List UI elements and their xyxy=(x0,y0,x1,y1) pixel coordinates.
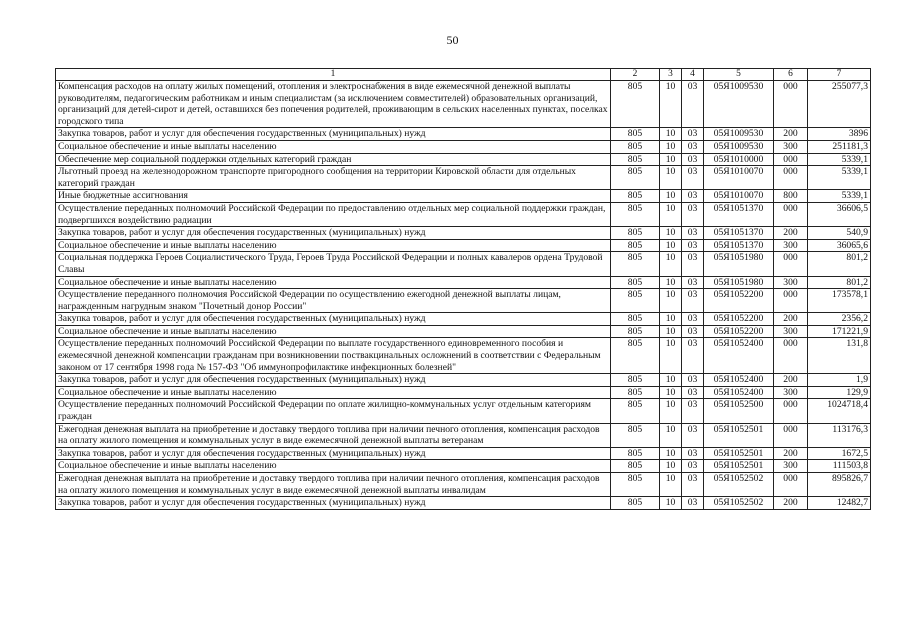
amount: 12482,7 xyxy=(808,497,871,510)
code-ministry: 805 xyxy=(611,128,660,141)
row-description: Социальная поддержка Героев Социалистического Труда, Героев Труда Российской Федерации и полных кавалеров ордена Трудовой Славы xyxy=(56,252,611,276)
row-description: Ежегодная денежная выплата на приобретение и доставку твердого топлива при наличии печного отопления, компенсация расходов на оплату жилого помещения и коммунальных услуг в виде ежемесячной денежной выплаты инвалидам xyxy=(56,473,611,497)
code-section: 10 xyxy=(660,497,682,510)
code-section: 10 xyxy=(660,289,682,313)
amount: 171221,9 xyxy=(808,325,871,338)
column-header: 1 xyxy=(56,69,611,81)
amount: 5339,1 xyxy=(808,166,871,190)
code-ministry: 805 xyxy=(611,190,660,203)
code-section: 10 xyxy=(660,190,682,203)
column-header: 5 xyxy=(704,69,774,81)
amount: 113176,3 xyxy=(808,423,871,447)
code-section: 10 xyxy=(660,81,682,128)
row-description: Социальное обеспечение и иные выплаты населению xyxy=(56,460,611,473)
code-ministry: 805 xyxy=(611,374,660,387)
code-ministry: 805 xyxy=(611,81,660,128)
amount: 801,2 xyxy=(808,276,871,289)
code-target-article: 05Я1052501 xyxy=(704,447,774,460)
code-ministry: 805 xyxy=(611,313,660,326)
code-subsection: 03 xyxy=(682,140,704,153)
code-section: 10 xyxy=(660,252,682,276)
code-expense-type: 200 xyxy=(774,128,808,141)
code-target-article: 05Я1010070 xyxy=(704,166,774,190)
code-subsection: 03 xyxy=(682,460,704,473)
code-expense-type: 000 xyxy=(774,399,808,423)
code-ministry: 805 xyxy=(611,399,660,423)
code-expense-type: 300 xyxy=(774,276,808,289)
code-ministry: 805 xyxy=(611,140,660,153)
code-subsection: 03 xyxy=(682,399,704,423)
amount: 111503,8 xyxy=(808,460,871,473)
code-expense-type: 000 xyxy=(774,202,808,226)
code-target-article: 05Я1052501 xyxy=(704,460,774,473)
code-expense-type: 000 xyxy=(774,338,808,374)
code-ministry: 805 xyxy=(611,423,660,447)
code-section: 10 xyxy=(660,276,682,289)
amount: 5339,1 xyxy=(808,153,871,166)
code-subsection: 03 xyxy=(682,423,704,447)
code-target-article: 05Я1009530 xyxy=(704,128,774,141)
code-subsection: 03 xyxy=(682,386,704,399)
code-section: 10 xyxy=(660,227,682,240)
code-section: 10 xyxy=(660,447,682,460)
amount: 131,8 xyxy=(808,338,871,374)
code-subsection: 03 xyxy=(682,202,704,226)
code-target-article: 05Я1052200 xyxy=(704,325,774,338)
code-target-article: 05Я1051370 xyxy=(704,239,774,252)
code-ministry: 805 xyxy=(611,289,660,313)
code-section: 10 xyxy=(660,374,682,387)
code-section: 10 xyxy=(660,423,682,447)
row-description: Иные бюджетные ассигнования xyxy=(56,190,611,203)
amount: 1024718,4 xyxy=(808,399,871,423)
row-description: Льготный проезд на железнодорожном транспорте пригородного сообщения на территории Кировской области для отдельных категорий граждан xyxy=(56,166,611,190)
code-expense-type: 300 xyxy=(774,325,808,338)
row-description: Обеспечение мер социальной поддержки отдельных категорий граждан xyxy=(56,153,611,166)
code-expense-type: 200 xyxy=(774,374,808,387)
code-expense-type: 000 xyxy=(774,423,808,447)
code-subsection: 03 xyxy=(682,497,704,510)
table-row xyxy=(56,313,871,326)
code-subsection: 03 xyxy=(682,128,704,141)
table-row xyxy=(56,252,871,276)
code-expense-type: 000 xyxy=(774,81,808,128)
table-row xyxy=(56,81,871,128)
code-subsection: 03 xyxy=(682,473,704,497)
table-row xyxy=(56,386,871,399)
row-description: Закупка товаров, работ и услуг для обеспечения государственных (муниципальных) нужд xyxy=(56,447,611,460)
table-row xyxy=(56,497,871,510)
code-expense-type: 800 xyxy=(774,190,808,203)
amount: 801,2 xyxy=(808,252,871,276)
code-ministry: 805 xyxy=(611,239,660,252)
amount: 540,9 xyxy=(808,227,871,240)
row-description: Закупка товаров, работ и услуг для обеспечения государственных (муниципальных) нужд xyxy=(56,374,611,387)
code-ministry: 805 xyxy=(611,276,660,289)
code-target-article: 05Я1009530 xyxy=(704,81,774,128)
code-target-article: 05Я1010070 xyxy=(704,190,774,203)
row-description: Закупка товаров, работ и услуг для обеспечения государственных (муниципальных) нужд xyxy=(56,497,611,510)
code-section: 10 xyxy=(660,313,682,326)
code-expense-type: 000 xyxy=(774,252,808,276)
row-description: Осуществление переданных полномочий Российской Федерации по выплате государственного единовременного пособия и ежемесячной денежной компенсации гражданам при возникновении поствакцинальных осложнений в соответствии с Федеральным законом от 17 сентября 1998 года № 157-ФЗ "Об иммунопрофилактике инфекционных болезней" xyxy=(56,338,611,374)
code-ministry: 805 xyxy=(611,325,660,338)
code-target-article: 05Я1052501 xyxy=(704,423,774,447)
row-description: Социальное обеспечение и иные выплаты населению xyxy=(56,276,611,289)
code-target-article: 05Я1009530 xyxy=(704,140,774,153)
table-row xyxy=(56,325,871,338)
row-description: Закупка товаров, работ и услуг для обеспечения государственных (муниципальных) нужд xyxy=(56,128,611,141)
code-expense-type: 200 xyxy=(774,227,808,240)
code-subsection: 03 xyxy=(682,313,704,326)
amount: 173578,1 xyxy=(808,289,871,313)
code-expense-type: 300 xyxy=(774,460,808,473)
code-subsection: 03 xyxy=(682,227,704,240)
table-row xyxy=(56,276,871,289)
code-expense-type: 300 xyxy=(774,386,808,399)
code-target-article: 05Я1052200 xyxy=(704,313,774,326)
row-description: Ежегодная денежная выплата на приобретение и доставку твердого топлива при наличии печного отопления, компенсация расходов на оплату жилого помещения и коммунальных услуг в виде ежемесячной денежной выплаты ветеранам xyxy=(56,423,611,447)
code-expense-type: 000 xyxy=(774,289,808,313)
column-header: 4 xyxy=(682,69,704,81)
code-target-article: 05Я1052502 xyxy=(704,497,774,510)
code-expense-type: 000 xyxy=(774,473,808,497)
code-target-article: 05Я1051980 xyxy=(704,252,774,276)
code-subsection: 03 xyxy=(682,166,704,190)
code-subsection: 03 xyxy=(682,190,704,203)
column-header: 3 xyxy=(660,69,682,81)
amount: 129,9 xyxy=(808,386,871,399)
table-body xyxy=(56,81,871,510)
amount: 36065,6 xyxy=(808,239,871,252)
row-description: Социальное обеспечение и иные выплаты населению xyxy=(56,386,611,399)
code-subsection: 03 xyxy=(682,252,704,276)
code-ministry: 805 xyxy=(611,227,660,240)
code-ministry: 805 xyxy=(611,447,660,460)
row-description: Социальное обеспечение и иные выплаты населению xyxy=(56,140,611,153)
code-section: 10 xyxy=(660,166,682,190)
code-ministry: 805 xyxy=(611,497,660,510)
table-header-row xyxy=(56,69,871,81)
table-row xyxy=(56,423,871,447)
code-ministry: 805 xyxy=(611,386,660,399)
amount: 3896 xyxy=(808,128,871,141)
code-subsection: 03 xyxy=(682,447,704,460)
code-expense-type: 200 xyxy=(774,313,808,326)
code-target-article: 05Я1052200 xyxy=(704,289,774,313)
code-target-article: 05Я1052400 xyxy=(704,374,774,387)
amount: 5339,1 xyxy=(808,190,871,203)
table-row xyxy=(56,289,871,313)
table-row xyxy=(56,190,871,203)
code-target-article: 05Я1051980 xyxy=(704,276,774,289)
code-target-article: 05Я1010000 xyxy=(704,153,774,166)
code-target-article: 05Я1052502 xyxy=(704,473,774,497)
amount: 36606,5 xyxy=(808,202,871,226)
table-row xyxy=(56,447,871,460)
table-row xyxy=(56,227,871,240)
code-ministry: 805 xyxy=(611,473,660,497)
code-subsection: 03 xyxy=(682,239,704,252)
code-ministry: 805 xyxy=(611,252,660,276)
code-subsection: 03 xyxy=(682,374,704,387)
table-row xyxy=(56,140,871,153)
code-expense-type: 300 xyxy=(774,239,808,252)
code-section: 10 xyxy=(660,386,682,399)
code-section: 10 xyxy=(660,460,682,473)
row-description: Компенсация расходов на оплату жилых помещений, отопления и электроснабжения в виде ежемесячной денежной выплаты руководителям, педагогическим работникам и иным специалистам (за исключением совместителей) образовательных организаций, организаций для детей-сирот и детей, оставшихся без попечения родителей, проживающим в сельских населенных пунктах, поселках городского типа xyxy=(56,81,611,128)
column-header: 2 xyxy=(611,69,660,81)
code-subsection: 03 xyxy=(682,289,704,313)
code-section: 10 xyxy=(660,128,682,141)
row-description: Закупка товаров, работ и услуг для обеспечения государственных (муниципальных) нужд xyxy=(56,227,611,240)
code-section: 10 xyxy=(660,153,682,166)
code-section: 10 xyxy=(660,140,682,153)
code-target-article: 05Я1051370 xyxy=(704,202,774,226)
code-expense-type: 200 xyxy=(774,497,808,510)
code-subsection: 03 xyxy=(682,276,704,289)
amount: 2356,2 xyxy=(808,313,871,326)
column-header: 7 xyxy=(808,69,871,81)
code-subsection: 03 xyxy=(682,325,704,338)
row-description: Осуществление переданного полномочия Российской Федерации по осуществлению ежегодной денежной выплаты лицам, награжденным нагрудным знаком "Почетный донор России" xyxy=(56,289,611,313)
code-subsection: 03 xyxy=(682,153,704,166)
table-row xyxy=(56,153,871,166)
amount: 895826,7 xyxy=(808,473,871,497)
code-target-article: 05Я1051370 xyxy=(704,227,774,240)
code-subsection: 03 xyxy=(682,81,704,128)
code-ministry: 805 xyxy=(611,153,660,166)
table-row xyxy=(56,374,871,387)
amount: 251181,3 xyxy=(808,140,871,153)
table-row xyxy=(56,128,871,141)
row-description: Социальное обеспечение и иные выплаты населению xyxy=(56,325,611,338)
code-target-article: 05Я1052500 xyxy=(704,399,774,423)
row-description: Осуществление переданных полномочий Российской Федерации по оплате жилищно-коммунальных услуг отдельным категориям граждан xyxy=(56,399,611,423)
code-ministry: 805 xyxy=(611,166,660,190)
code-expense-type: 000 xyxy=(774,153,808,166)
amount: 1672,5 xyxy=(808,447,871,460)
code-section: 10 xyxy=(660,239,682,252)
code-section: 10 xyxy=(660,473,682,497)
code-subsection: 03 xyxy=(682,338,704,374)
table-row xyxy=(56,338,871,374)
code-section: 10 xyxy=(660,202,682,226)
code-target-article: 05Я1052400 xyxy=(704,338,774,374)
row-description: Социальное обеспечение и иные выплаты населению xyxy=(56,239,611,252)
code-section: 10 xyxy=(660,338,682,374)
table-row xyxy=(56,166,871,190)
code-target-article: 05Я1052400 xyxy=(704,386,774,399)
budget-table xyxy=(55,68,871,510)
column-header: 6 xyxy=(774,69,808,81)
table-row xyxy=(56,399,871,423)
table-row xyxy=(56,202,871,226)
code-expense-type: 200 xyxy=(774,447,808,460)
code-expense-type: 000 xyxy=(774,166,808,190)
table-row xyxy=(56,473,871,497)
amount: 1,9 xyxy=(808,374,871,387)
amount: 255077,3 xyxy=(808,81,871,128)
table-row xyxy=(56,460,871,473)
row-description: Закупка товаров, работ и услуг для обеспечения государственных (муниципальных) нужд xyxy=(56,313,611,326)
code-ministry: 805 xyxy=(611,338,660,374)
code-expense-type: 300 xyxy=(774,140,808,153)
code-ministry: 805 xyxy=(611,202,660,226)
row-description: Осуществление переданных полномочий Российской Федерации по предоставлению отдельных мер социальной поддержки граждан, подвергшихся воздействию радиации xyxy=(56,202,611,226)
table-row xyxy=(56,239,871,252)
code-section: 10 xyxy=(660,325,682,338)
page-number: 50 xyxy=(446,33,459,47)
code-section: 10 xyxy=(660,399,682,423)
code-ministry: 805 xyxy=(611,460,660,473)
